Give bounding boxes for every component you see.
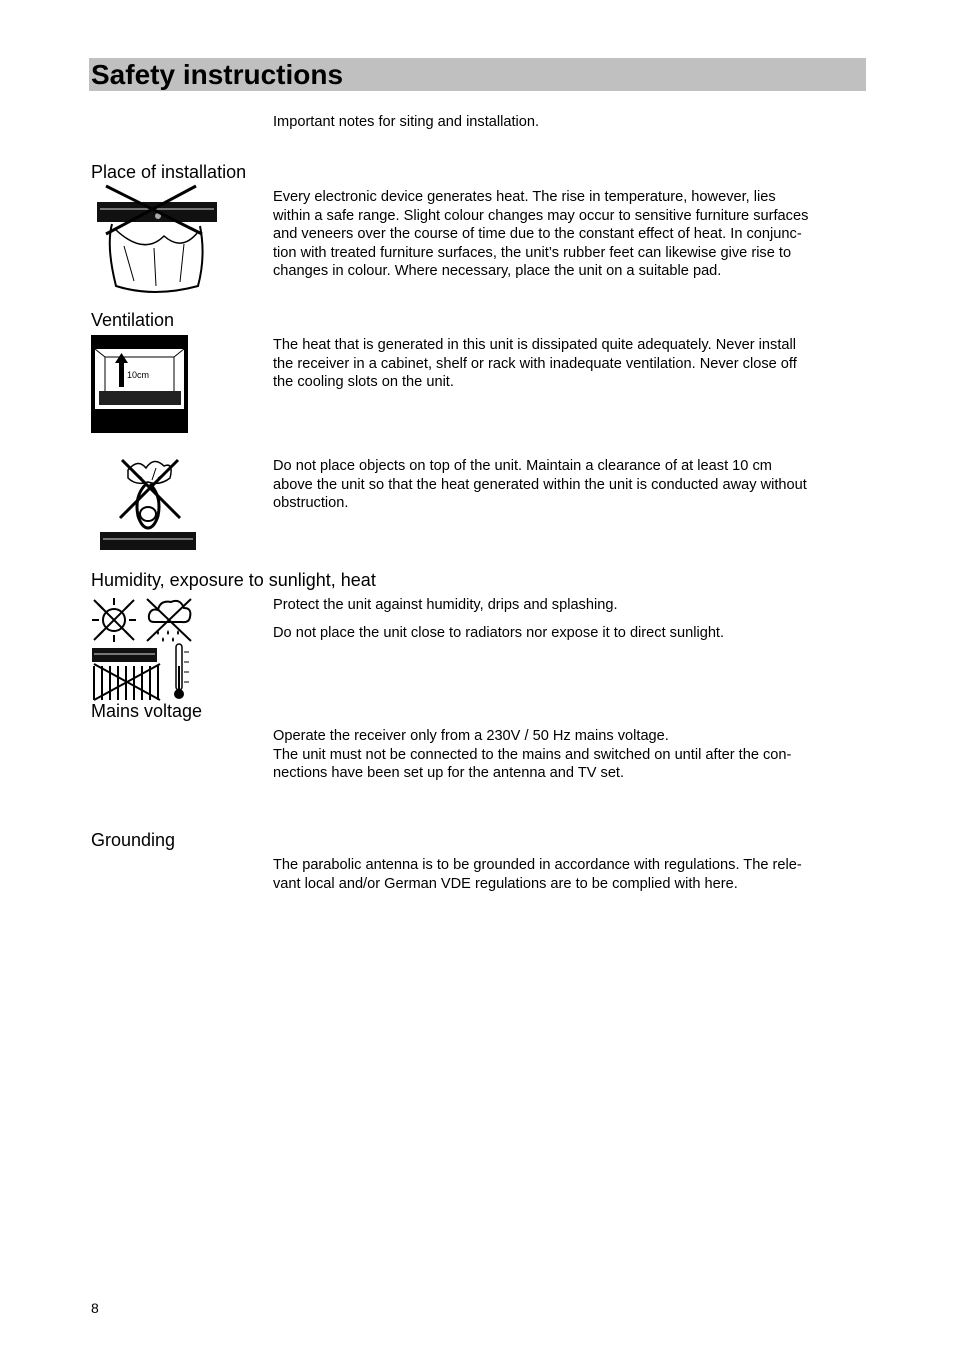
- humidity-text-1: Protect the unit against humidity, drips and splashing.: [273, 597, 618, 613]
- heading-ventilation: Ventilation: [91, 310, 175, 330]
- intro-text: Important notes for siting and installation.: [273, 114, 540, 130]
- page-number: 8: [91, 1300, 99, 1316]
- humidity-text-2: Do not place the unit close to radiators nor expose it to direct sunlight.: [273, 625, 725, 641]
- grounding-text: The parabolic antenna is to be grounded in accordance with regulations. The rele- vant local and/or German VDE regulations are to be complied with here.: [273, 857, 802, 892]
- receiver-on-cloth-crossed-icon: [94, 186, 224, 296]
- vase-on-receiver-crossed-icon: [98, 456, 198, 554]
- mains-text: Operate the receiver only from a 230V / 50 Hz mains voltage. The unit must not be connected to the mains and switched on until after the con- nections have been set up for the antenna and TV set.: [273, 728, 792, 782]
- heading-place-of-installation: Place of installation: [91, 162, 247, 182]
- ventilation-text: The heat that is generated in this unit is dissipated quite adequately. Never install the receiver in a cabinet, shelf or rack with inadequate ventilation. Never close off the cooling slots on the unit.: [273, 337, 797, 391]
- title-bar: [89, 58, 866, 91]
- ventilation-clearance-icon: [91, 335, 188, 433]
- heading-mains-voltage: Mains voltage: [91, 701, 203, 721]
- objects-text: Do not place objects on top of the unit. Maintain a clearance of at least 10 cm above the unit so that the heat generated within the unit is conducted away without obstruction.: [273, 458, 807, 512]
- heading-grounding: Grounding: [91, 830, 176, 850]
- rain-cloud-crossed-icon: [144, 596, 194, 644]
- heading-humidity: Humidity, exposure to sunlight, heat: [91, 570, 376, 590]
- sun-crossed-icon: [90, 596, 138, 644]
- clearance-label: 10cm: [127, 370, 150, 380]
- radiator-heat-crossed-icon: [90, 644, 195, 702]
- place-text: Every electronic device generates heat. The rise in temperature, however, lies within a safe range. Slight colour changes may occur to sensitive furniture surfaces and veneers over the course of time due to the constant effect of heat. In conjunc- tion with treated furniture surfaces, the unit’s rubber feet can likewise give rise to changes in colour. Where necessary, place the unit on a suitable pad.: [273, 189, 809, 280]
- page-title: Safety instructions: [91, 59, 344, 90]
